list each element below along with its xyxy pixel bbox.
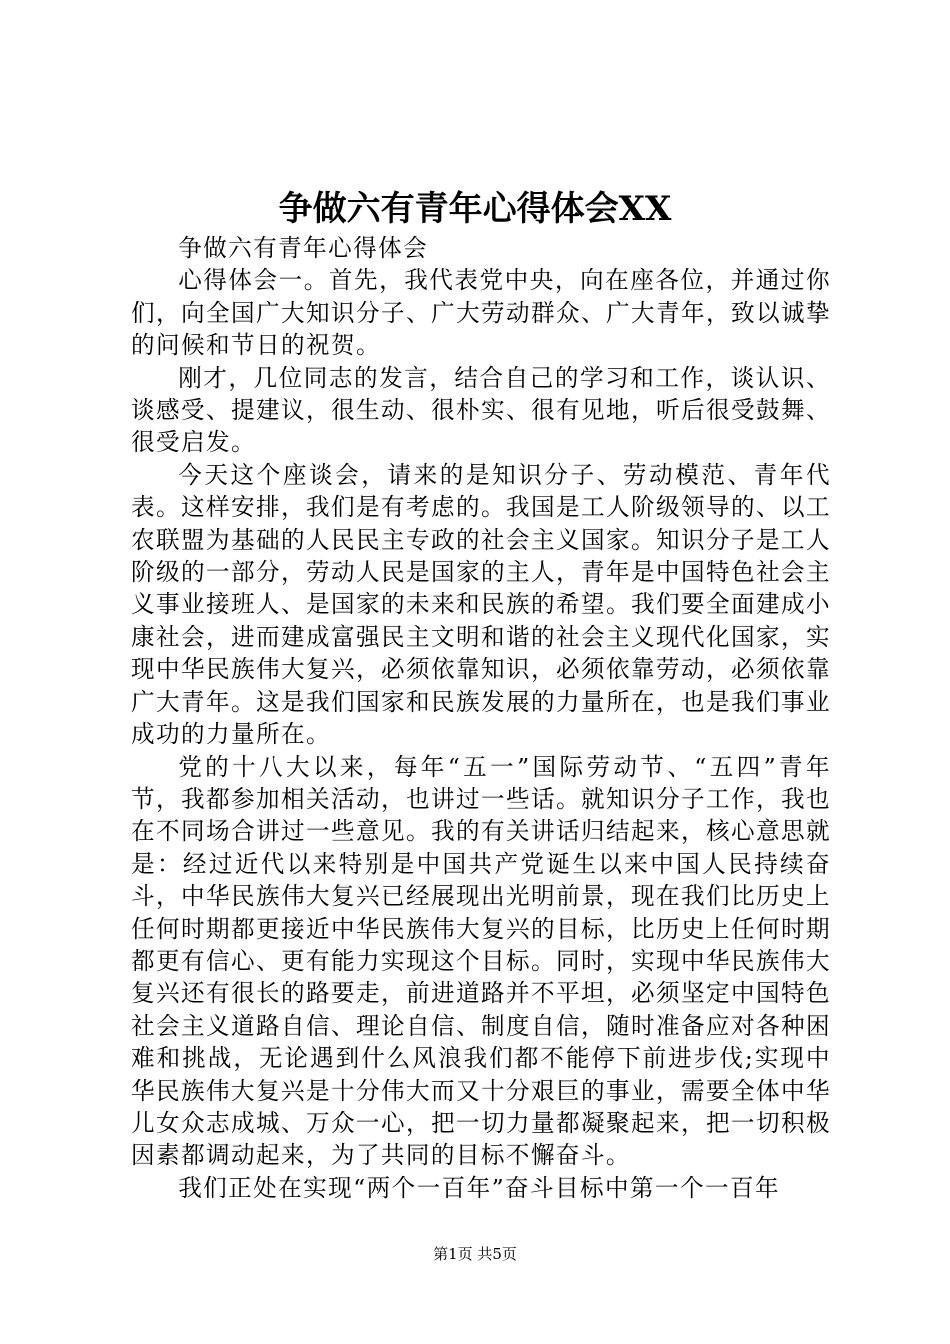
page-number-footer: 第1页 共5页: [433, 1245, 517, 1263]
body-paragraph: 我们正处在实现“两个一百年”奋斗目标中第一个一百年: [178, 1173, 780, 1202]
document-body: [131, 232, 831, 1204]
body-paragraph: 刚才，几位同志的发言，结合自己的学习和工作，谈认识、谈感受、提建议，很生动、很朴实、很有见地，听后很受鼓舞、很受启发。: [131, 363, 831, 457]
body-paragraph: 心得体会一。首先，我代表党中央，向在座各位，并通过你们，向全国广大知识分子、广大劳动群众、广大青年，致以诚挚的问候和节日的祝贺。: [131, 266, 831, 360]
body-paragraph: 今天这个座谈会，请来的是知识分子、劳动模范、青年代表。这样安排，我们是有考虑的。我国是工人阶级领导的、以工农联盟为基础的人民民主专政的社会主义国家。知识分子是工人阶级的一部分，劳动人民是国家的主人，青年是中国特色社会主义事业接班人、是国家的未来和民族的希望。我们要全面建成小康社会，进而建成富强民主文明和谐的社会主义现代化国家，实现中华民族伟大复兴，必须依靠知识，必须依靠劳动，必须依靠广大青年。这是我们国家和民族发展的力量所在，也是我们事业成功的力量所在。: [131, 460, 831, 749]
body-paragraph: 党的十八大以来，每年“五一”国际劳动节、“五四”青年节，我都参加相关活动，也讲过一些话。就知识分子工作，我也在不同场合讲过一些意见。我的有关讲话归结起来，核心意思就是：经过近代以来特别是中国共产党诞生以来中国人民持续奋斗，中华民族伟大复兴已经展现出光明前景，现在我们比历史上任何时期都更接近中华民族伟大复兴的目标，比历史上任何时期都更有信心、更有能力实现这个目标。同时，实现中华民族伟大复兴还有很长的路要走，前进道路并不平坦，必须坚定中国特色社会主义道路自信、理论自信、制度自信，随时准备应对各种困难和挑战，无论遇到什么风浪我们都不能停下前进步伐;实现中华民族伟大复兴是十分伟大而又十分艰巨的事业，需要全体中华儿女众志成城、万众一心，把一切力量都凝聚起来，把一切积极因素都调动起来，为了共同的目标不懈奋斗。: [131, 752, 831, 1170]
subtitle-paragraph: 争做六有青年心得体会: [178, 234, 429, 262]
document-title: 争做六有青年心得体会XX: [278, 189, 672, 229]
